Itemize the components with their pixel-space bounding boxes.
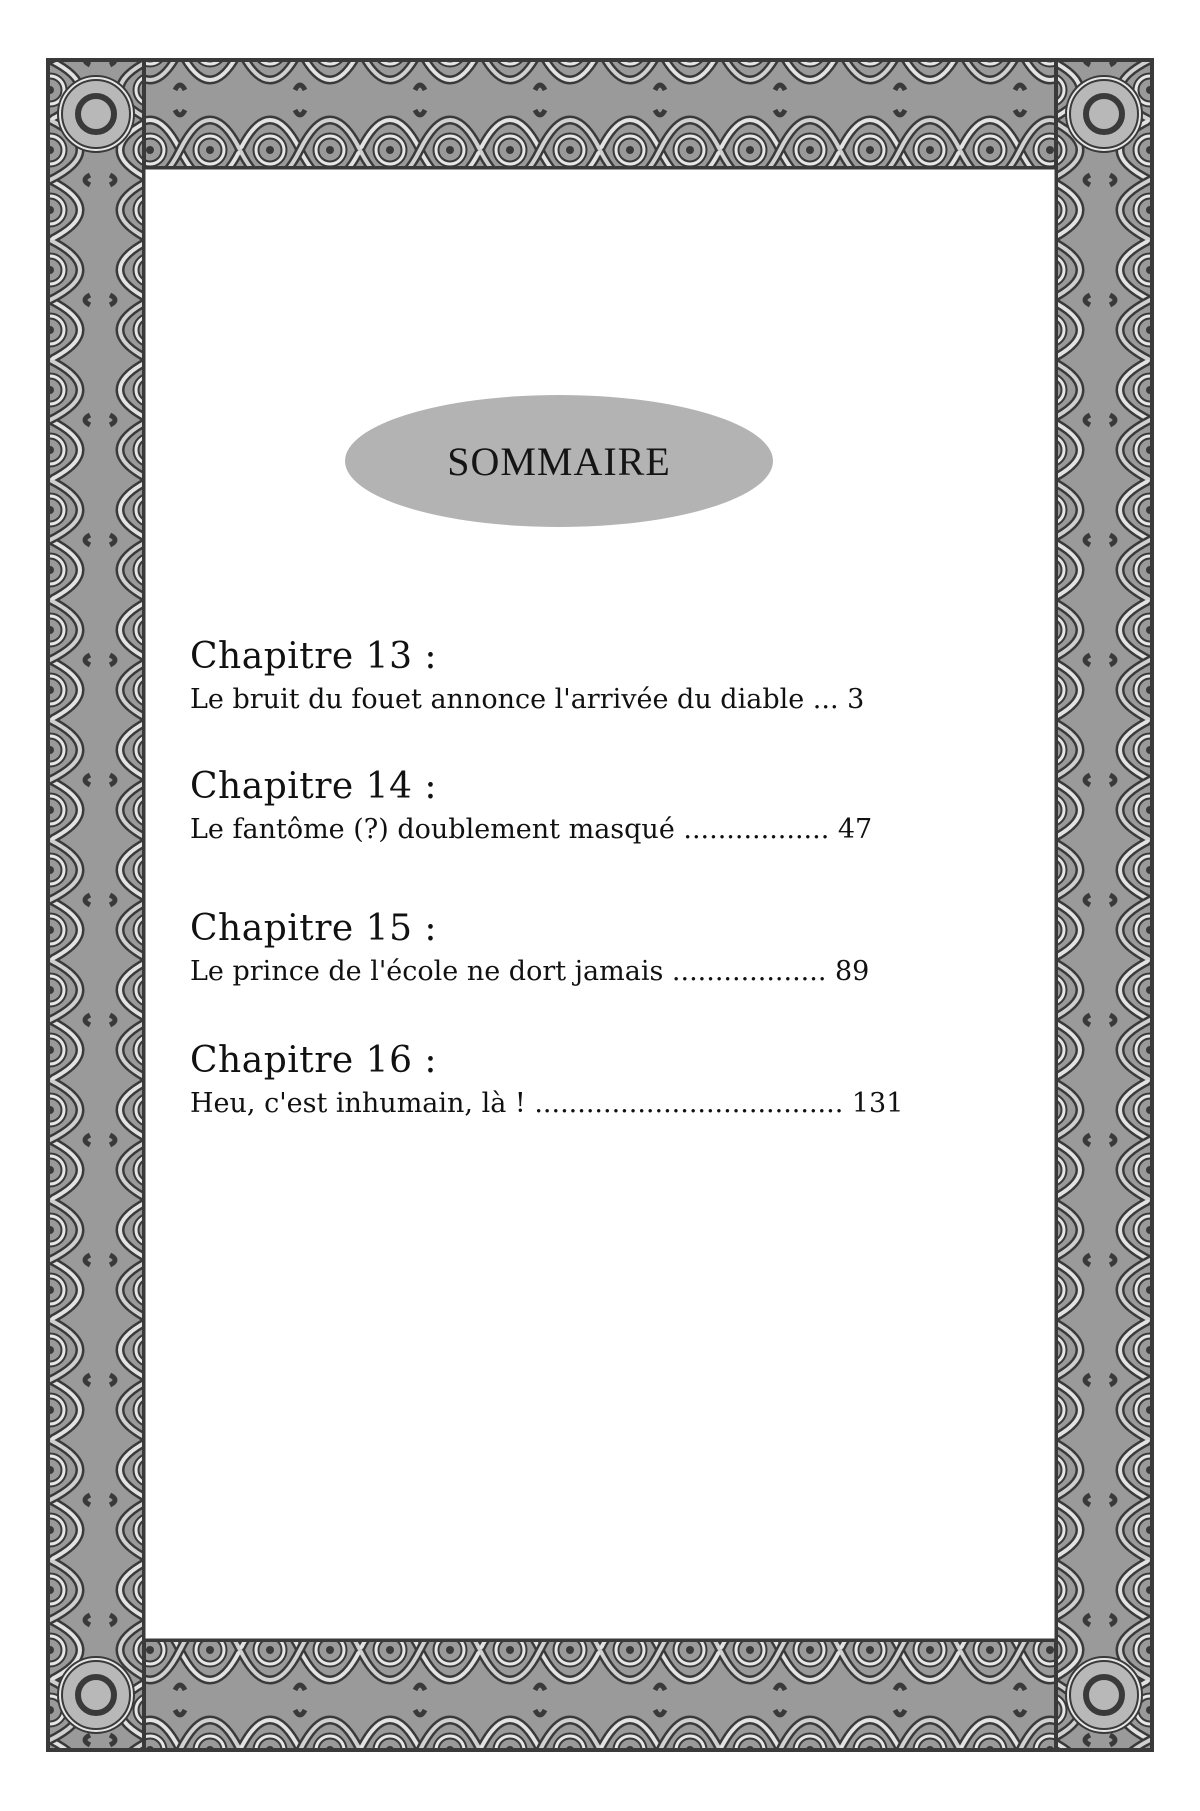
chapter-title-line: Heu, c'est inhumain, là ! .................................... 131 (190, 1088, 904, 1119)
chapter-title-line: Le bruit du fouet annonce l'arrivée du diable ... 3 (190, 684, 865, 715)
chapter-heading: Chapitre 15 : (190, 908, 438, 949)
toc-entry (190, 633, 1010, 719)
frame-bottom-band (48, 1640, 1152, 1750)
title-oval (345, 395, 773, 527)
frame-left-band (48, 60, 144, 1750)
frame-top-band (48, 60, 1152, 168)
table-of-contents (190, 633, 1010, 1167)
chapter-heading: Chapitre 14 : (190, 766, 438, 807)
chapter-heading: Chapitre 16 : (190, 1040, 438, 1081)
chapter-title-line: Le prince de l'école ne dort jamais .................. 89 (190, 956, 870, 987)
toc-entry (190, 905, 1010, 991)
frame-right-band (1056, 60, 1152, 1750)
page-title: SOMMAIRE (447, 438, 671, 484)
toc-entry (190, 1037, 1010, 1123)
chapter-heading: Chapitre 13 : (190, 636, 438, 677)
chapter-title-line: Le fantôme (?) doublement masqué ................. 47 (190, 814, 873, 845)
toc-entry (190, 763, 1010, 849)
